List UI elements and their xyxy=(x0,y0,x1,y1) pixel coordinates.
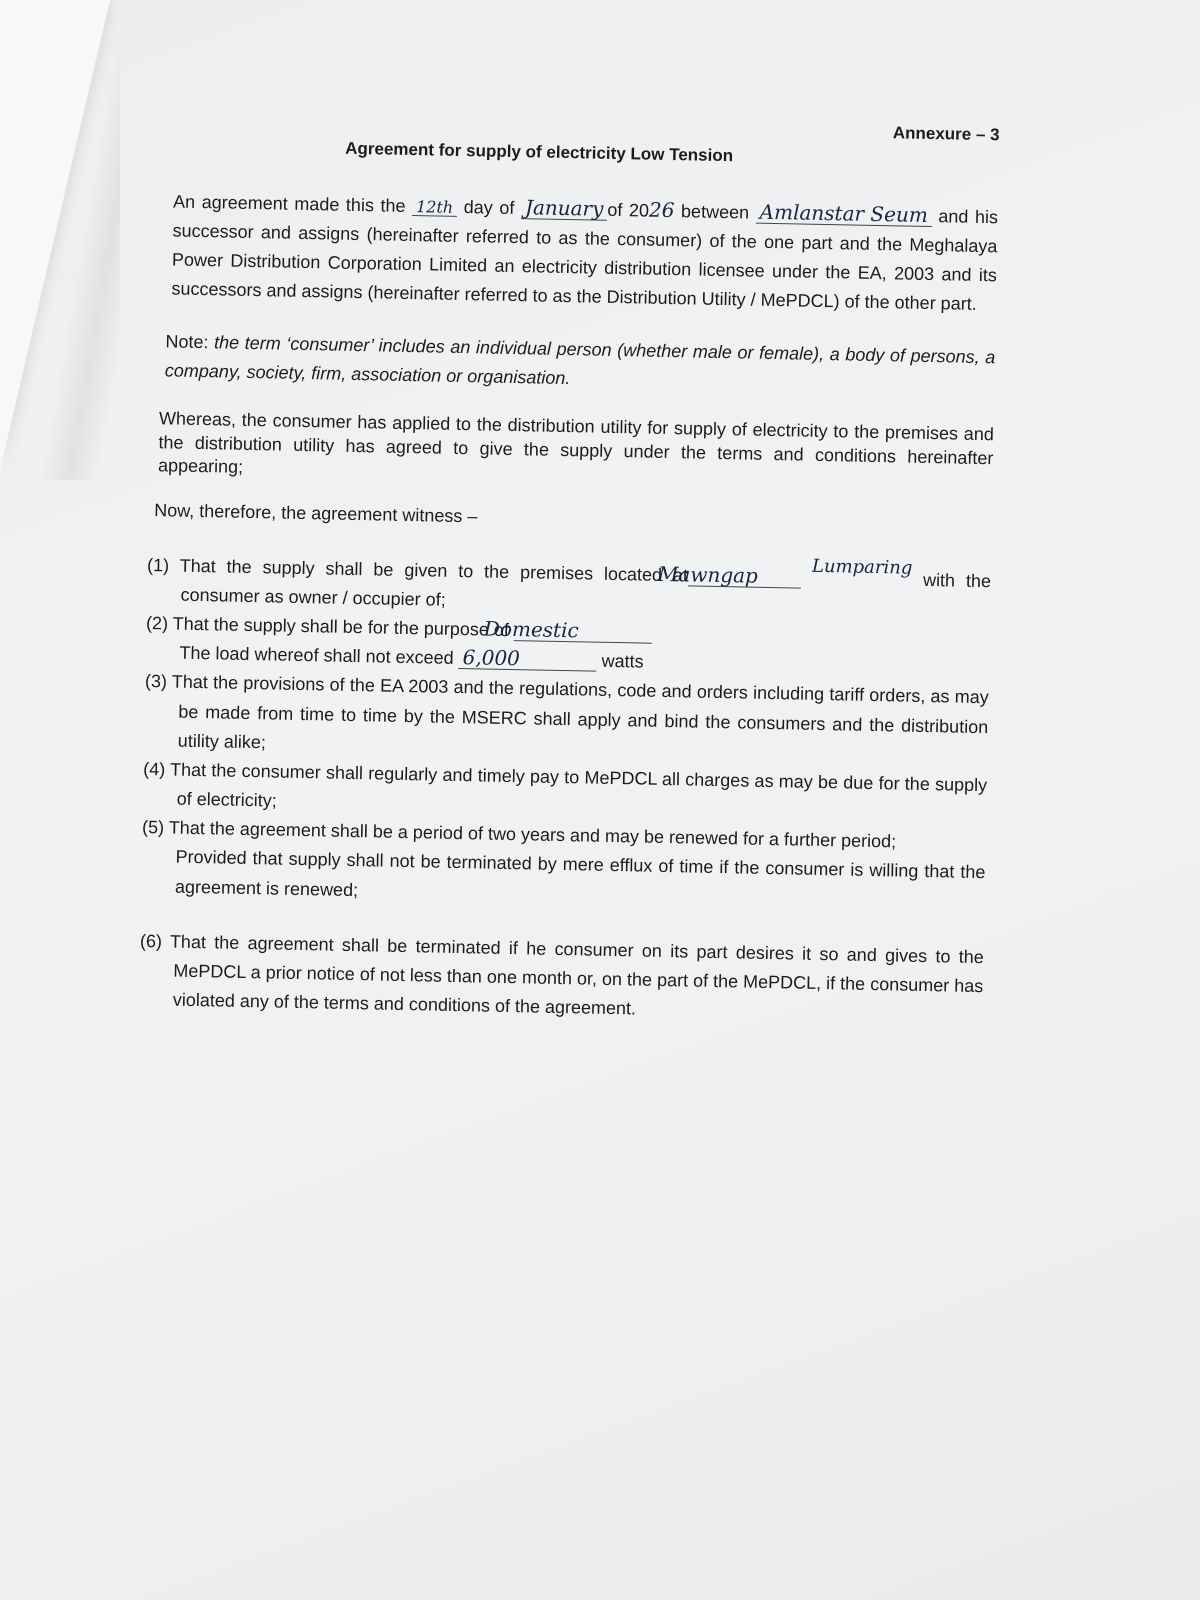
agreement-title: Agreement for supply of electricity Low Tension xyxy=(345,138,734,166)
clause-5-proviso: Provided that supply shall not be terminated by mere efflux of time if the consumer is willing that the agreement is renewed; xyxy=(174,846,986,900)
handwritten-location-2: Lumparing xyxy=(811,555,913,579)
clause-6: (6) That the agreement shall be terminated if he consumer on its part desires it so and gives to the MePDCL a prior notice of not less than one month or, on the part of the MePDCL, if the consumer has violated any of the terms and conditions of the agreement. xyxy=(139,930,984,1019)
clause-3: (3) That the provisions of the EA 2003 and the regulations, code and orders including tariff orders, as may be made from time to time by the MSERC shall apply and bind the consumers and the distribution utility alike; xyxy=(144,671,989,753)
note-paragraph xyxy=(145,327,996,402)
clause-1-text-a: (1) That the supply shall be given to the premises located at xyxy=(146,554,689,586)
clause-4: (4) That the consumer shall regularly and timely pay to MePDCL all charges as may be due for the supply of electricity; xyxy=(143,758,988,811)
handwritten-day: 12th xyxy=(412,198,457,217)
load-label: The load whereof shall not exceed xyxy=(179,642,454,669)
handwritten-load: 6,000 xyxy=(458,646,596,672)
now-therefore-line: Now, therefore, the agreement witness – xyxy=(154,499,478,526)
note-text: the term ‘consumer’ includes an individual person (whether male or female), a body of persons, a company, society, firm, association or organisation. xyxy=(164,332,996,389)
handwritten-year: 26 xyxy=(648,197,675,222)
handwritten-location: Mawngap xyxy=(688,563,801,588)
intro-text-1: An agreement made this the xyxy=(172,190,406,216)
handwritten-purpose: Domestic xyxy=(514,618,652,644)
load-unit: watts xyxy=(601,651,644,672)
handwritten-month: January xyxy=(521,196,608,221)
intro-paragraph xyxy=(146,187,998,320)
clause-5: (5) That the agreement shall be a period of two years and may be renewed for a further period; xyxy=(141,817,897,852)
clause-1-text-b: with the consumer as owner / occupier of; xyxy=(180,569,992,610)
clause-2-text-a: (2) That the supply shall be for the purpose of xyxy=(145,613,510,641)
page-curl xyxy=(0,0,110,470)
handwritten-consumer-name: Amlanstar Seum xyxy=(755,200,932,226)
agreement-content xyxy=(133,105,1000,1030)
whereas-paragraph: Whereas, the consumer has applied to the distribution utility for supply of electricity to the premises and the distribution utility has agreed to give the supply under the terms and conditions hereinafter appearing; xyxy=(157,408,995,478)
note-label: Note: xyxy=(165,331,209,353)
intro-text-2: day of xyxy=(463,196,515,218)
annexure-label: Annexure – 3 xyxy=(892,123,1000,145)
intro-text-3: of 20 xyxy=(607,199,650,221)
intro-text-5: and his successor and assigns (hereinafter referred to as the consumer) of the one part and the Meghalaya Power Distribution Corporation Limited an electricity distribution licensee under the EA, 2003 and its successors and assigns (hereinafter referred to as the Distribution Utility / MePDCL) of the other part. xyxy=(171,205,999,314)
intro-text-4: between xyxy=(680,200,750,223)
